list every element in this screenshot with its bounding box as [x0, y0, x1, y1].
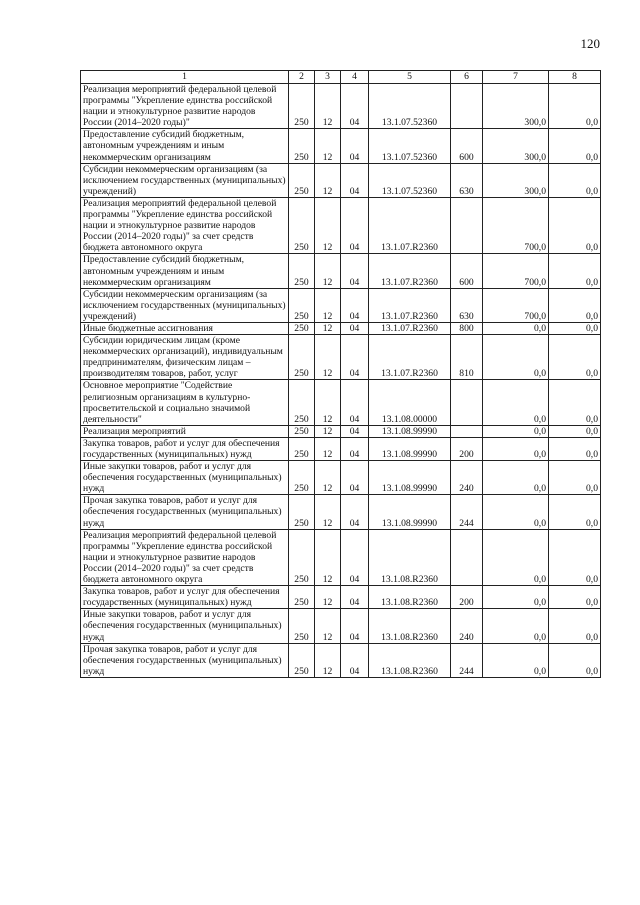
- target-item-code-cell: 13.1.08.R2360: [369, 609, 451, 643]
- target-item-code-cell: 13.1.07.52360: [369, 163, 451, 197]
- expense-type-code-cell: [451, 197, 483, 253]
- target-item-code-cell: 13.1.07.52360: [369, 84, 451, 129]
- item-name-cell: Иные закупки товаров, работ и услуг для обеспечения государственных (муниципальных) нужд: [81, 461, 289, 495]
- amount-cell: 0,0: [483, 380, 549, 425]
- subsection-code-cell: 04: [341, 495, 369, 529]
- expense-type-code-cell: [451, 425, 483, 437]
- section-code-cell: 12: [315, 163, 341, 197]
- section-code-cell: 12: [315, 322, 341, 334]
- item-name-cell: Иные закупки товаров, работ и услуг для обеспечения государственных (муниципальных) нужд: [81, 609, 289, 643]
- amount-cell: 700,0: [483, 197, 549, 253]
- section-code-cell: 12: [315, 643, 341, 677]
- target-item-code-cell: 13.1.08.R2360: [369, 586, 451, 609]
- amount-cell: 0,0: [549, 197, 601, 253]
- ministry-code-cell: 250: [289, 643, 315, 677]
- amount-cell: 700,0: [483, 288, 549, 322]
- amount-cell: 0,0: [549, 461, 601, 495]
- target-item-code-cell: 13.1.07.R2360: [369, 197, 451, 253]
- section-code-cell: 12: [315, 461, 341, 495]
- item-name-cell: Закупка товаров, работ и услуг для обеспечения государственных (муниципальных) нужд: [81, 586, 289, 609]
- page-number: 120: [580, 36, 600, 51]
- expense-type-code-cell: 800: [451, 322, 483, 334]
- section-code-cell: 12: [315, 495, 341, 529]
- amount-cell: 0,0: [549, 529, 601, 585]
- table-row: [81, 288, 601, 322]
- target-item-code-cell: 13.1.08.R2360: [369, 529, 451, 585]
- header-cell: 7: [483, 71, 549, 84]
- budget-table: [80, 70, 601, 678]
- target-item-code-cell: 13.1.07.52360: [369, 129, 451, 163]
- expense-type-code-cell: 200: [451, 437, 483, 460]
- target-item-code-cell: 13.1.08.99990: [369, 495, 451, 529]
- amount-cell: 300,0: [483, 129, 549, 163]
- section-code-cell: 12: [315, 254, 341, 288]
- item-name-cell: Субсидии некоммерческим организациям (за исключением государственных (муниципальных) учреждений): [81, 163, 289, 197]
- ministry-code-cell: 250: [289, 529, 315, 585]
- amount-cell: 0,0: [549, 437, 601, 460]
- header-cell: 5: [369, 71, 451, 84]
- target-item-code-cell: 13.1.08.99990: [369, 425, 451, 437]
- amount-cell: 0,0: [549, 129, 601, 163]
- expense-type-code-cell: 244: [451, 643, 483, 677]
- amount-cell: 0,0: [483, 322, 549, 334]
- item-name-cell: Реализация мероприятий федеральной целевой программы "Укрепление единства российской нации и этнокультурное развитие народов России (2014–2020 годы)" за счет средств бюджета автономного округа: [81, 197, 289, 253]
- ministry-code-cell: 250: [289, 495, 315, 529]
- item-name-cell: Реализация мероприятий: [81, 425, 289, 437]
- amount-cell: 0,0: [549, 254, 601, 288]
- subsection-code-cell: 04: [341, 335, 369, 380]
- table-row: [81, 643, 601, 677]
- item-name-cell: Субсидии юридическим лицам (кроме некоммерческих организаций), индивидуальным предпринимателям, физическим лицам – производителям товаров, работ, услуг: [81, 335, 289, 380]
- expense-type-code-cell: 600: [451, 129, 483, 163]
- amount-cell: 0,0: [483, 437, 549, 460]
- item-name-cell: Прочая закупка товаров, работ и услуг для обеспечения государственных (муниципальных) нужд: [81, 643, 289, 677]
- target-item-code-cell: 13.1.08.00000: [369, 380, 451, 425]
- ministry-code-cell: 250: [289, 425, 315, 437]
- ministry-code-cell: 250: [289, 254, 315, 288]
- table-row: [81, 609, 601, 643]
- table-row: [81, 437, 601, 460]
- subsection-code-cell: 04: [341, 461, 369, 495]
- section-code-cell: 12: [315, 586, 341, 609]
- subsection-code-cell: 04: [341, 288, 369, 322]
- amount-cell: 0,0: [483, 425, 549, 437]
- target-item-code-cell: 13.1.07.R2360: [369, 322, 451, 334]
- amount-cell: 0,0: [483, 609, 549, 643]
- amount-cell: 0,0: [549, 288, 601, 322]
- ministry-code-cell: 250: [289, 288, 315, 322]
- table-row: [81, 529, 601, 585]
- table-row: [81, 380, 601, 425]
- table-row: [81, 322, 601, 334]
- ministry-code-cell: 250: [289, 129, 315, 163]
- item-name-cell: Предоставление субсидий бюджетным, автономным учреждениям и иным некоммерческим организациям: [81, 129, 289, 163]
- item-name-cell: Прочая закупка товаров, работ и услуг для обеспечения государственных (муниципальных) нужд: [81, 495, 289, 529]
- table-row: [81, 129, 601, 163]
- target-item-code-cell: 13.1.07.R2360: [369, 254, 451, 288]
- ministry-code-cell: 250: [289, 163, 315, 197]
- item-name-cell: Предоставление субсидий бюджетным, автономным учреждениям и иным некоммерческим организациям: [81, 254, 289, 288]
- subsection-code-cell: 04: [341, 197, 369, 253]
- amount-cell: 0,0: [549, 425, 601, 437]
- target-item-code-cell: 13.1.07.R2360: [369, 288, 451, 322]
- ministry-code-cell: 250: [289, 335, 315, 380]
- target-item-code-cell: 13.1.08.R2360: [369, 643, 451, 677]
- item-name-cell: Реализация мероприятий федеральной целевой программы "Укрепление единства российской нации и этнокультурное развитие народов России (2014–2020 годы)" за счет средств бюджета автономного округа: [81, 529, 289, 585]
- expense-type-code-cell: 244: [451, 495, 483, 529]
- table-row: [81, 254, 601, 288]
- subsection-code-cell: 04: [341, 129, 369, 163]
- amount-cell: 0,0: [549, 643, 601, 677]
- ministry-code-cell: 250: [289, 197, 315, 253]
- ministry-code-cell: 250: [289, 586, 315, 609]
- amount-cell: 0,0: [483, 643, 549, 677]
- section-code-cell: 12: [315, 197, 341, 253]
- header-cell: 8: [549, 71, 601, 84]
- amount-cell: 0,0: [483, 529, 549, 585]
- section-code-cell: 12: [315, 129, 341, 163]
- amount-cell: 300,0: [483, 84, 549, 129]
- target-item-code-cell: 13.1.08.99990: [369, 437, 451, 460]
- item-name-cell: Иные бюджетные ассигнования: [81, 322, 289, 334]
- section-code-cell: 12: [315, 380, 341, 425]
- amount-cell: 0,0: [483, 495, 549, 529]
- subsection-code-cell: 04: [341, 437, 369, 460]
- expense-type-code-cell: 240: [451, 461, 483, 495]
- header-cell: 1: [81, 71, 289, 84]
- header-cell: 3: [315, 71, 341, 84]
- expense-type-code-cell: 630: [451, 288, 483, 322]
- section-code-cell: 12: [315, 437, 341, 460]
- header-cell: 2: [289, 71, 315, 84]
- expense-type-code-cell: 630: [451, 163, 483, 197]
- amount-cell: 0,0: [549, 586, 601, 609]
- subsection-code-cell: 04: [341, 380, 369, 425]
- amount-cell: 0,0: [549, 322, 601, 334]
- item-name-cell: Основное мероприятие "Содействие религиозным организациям в культурно-просветительской и социально значимой деятельности": [81, 380, 289, 425]
- amount-cell: 0,0: [483, 461, 549, 495]
- table-row: [81, 335, 601, 380]
- subsection-code-cell: 04: [341, 84, 369, 129]
- section-code-cell: 12: [315, 84, 341, 129]
- amount-cell: 0,0: [549, 163, 601, 197]
- section-code-cell: 12: [315, 609, 341, 643]
- section-code-cell: 12: [315, 529, 341, 585]
- expense-type-code-cell: 200: [451, 586, 483, 609]
- expense-type-code-cell: [451, 84, 483, 129]
- table-body: [81, 71, 601, 678]
- amount-cell: 0,0: [549, 84, 601, 129]
- ministry-code-cell: 250: [289, 380, 315, 425]
- subsection-code-cell: 04: [341, 609, 369, 643]
- ministry-code-cell: 250: [289, 437, 315, 460]
- section-code-cell: 12: [315, 425, 341, 437]
- expense-type-code-cell: [451, 529, 483, 585]
- subsection-code-cell: 04: [341, 529, 369, 585]
- target-item-code-cell: 13.1.07.R2360: [369, 335, 451, 380]
- item-name-cell: Субсидии некоммерческим организациям (за исключением государственных (муниципальных) учреждений): [81, 288, 289, 322]
- subsection-code-cell: 04: [341, 322, 369, 334]
- amount-cell: 0,0: [549, 495, 601, 529]
- ministry-code-cell: 250: [289, 322, 315, 334]
- subsection-code-cell: 04: [341, 425, 369, 437]
- amount-cell: 0,0: [549, 609, 601, 643]
- subsection-code-cell: 04: [341, 163, 369, 197]
- subsection-code-cell: 04: [341, 254, 369, 288]
- subsection-code-cell: 04: [341, 643, 369, 677]
- table-header-row: [81, 71, 601, 84]
- amount-cell: 300,0: [483, 163, 549, 197]
- target-item-code-cell: 13.1.08.99990: [369, 461, 451, 495]
- table-row: [81, 163, 601, 197]
- ministry-code-cell: 250: [289, 461, 315, 495]
- item-name-cell: Реализация мероприятий федеральной целевой программы "Укрепление единства российской нации и этнокультурное развитие народов России (2014–2020 годы)": [81, 84, 289, 129]
- table-row: [81, 461, 601, 495]
- table-row: [81, 425, 601, 437]
- amount-cell: 700,0: [483, 254, 549, 288]
- table-row: [81, 586, 601, 609]
- table-row: [81, 84, 601, 129]
- table-row: [81, 197, 601, 253]
- section-code-cell: 12: [315, 335, 341, 380]
- ministry-code-cell: 250: [289, 609, 315, 643]
- expense-type-code-cell: 810: [451, 335, 483, 380]
- item-name-cell: Закупка товаров, работ и услуг для обеспечения государственных (муниципальных) нужд: [81, 437, 289, 460]
- header-cell: 4: [341, 71, 369, 84]
- subsection-code-cell: 04: [341, 586, 369, 609]
- amount-cell: 0,0: [483, 586, 549, 609]
- ministry-code-cell: 250: [289, 84, 315, 129]
- expense-type-code-cell: [451, 380, 483, 425]
- expense-type-code-cell: 600: [451, 254, 483, 288]
- amount-cell: 0,0: [549, 380, 601, 425]
- amount-cell: 0,0: [549, 335, 601, 380]
- expense-type-code-cell: 240: [451, 609, 483, 643]
- amount-cell: 0,0: [483, 335, 549, 380]
- section-code-cell: 12: [315, 288, 341, 322]
- table-row: [81, 495, 601, 529]
- header-cell: 6: [451, 71, 483, 84]
